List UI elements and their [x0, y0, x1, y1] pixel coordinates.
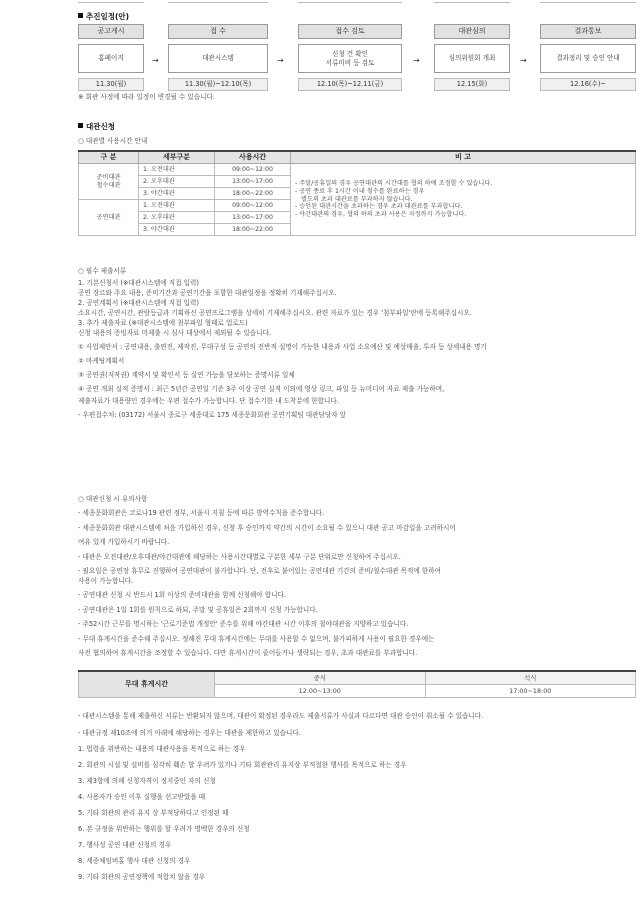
text-line: ② 마케팅계획서 — [78, 357, 125, 365]
flow-step-header: 결과통보 — [540, 24, 636, 39]
schedule-heading: 추진일정(안) — [78, 12, 129, 21]
arrow-right-icon: → — [413, 56, 420, 65]
text-line: - 필요일은 공연장 휴무로 진행하여 공연대관이 불가합니다. 단, 전후로 붙어있는 공연대관 기간의 준비/철수대관 목적에 한하여 — [78, 567, 441, 575]
text-line: - 대관시스템을 통해 제출하신 서류는 반환되지 않으며, 대관이 확정된 경우라도 제출서류가 사실과 다르다면 대관 승인이 취소될 수 있습니다. — [78, 712, 484, 720]
arrow-right-icon: → — [277, 56, 284, 65]
flow-step-date: 11.30(월)~12.10(목) — [168, 78, 268, 91]
table-cell: 09:00~12:00 — [215, 164, 291, 176]
text-line: 8. 세종체임버홀 행사 대관 신청의 경우 — [78, 857, 191, 865]
column-header: 세부구분 — [139, 151, 215, 164]
section-subheading: ○ 필수 제출서류 — [78, 267, 127, 275]
flow-step-box: 결과정리 및 승인 안내 — [540, 44, 636, 73]
text-line: 사전 협의하여 휴게시간을 조정할 수 있습니다. 다만 휴게시간이 줄어들거나 생략되는 경우, 초과 대관료를 부과합니다. — [78, 649, 418, 657]
arrow-right-icon: → — [520, 56, 527, 65]
top-divider — [540, 2, 636, 3]
table-cell: 12:00~13:00 — [215, 685, 426, 698]
remarks-cell: - 주말/공휴일의 경우 공연대관의 시간대를 협의 하에 조정할 수 있습니다. - 공연 종료 후 1시간 이내 철수를 완료하는 경우 별도의 초과 대관료를 부과하지 않습니다. - 승인된 대관시간을 초과하는 경우 초과 대관료를 부과합니다. - 야간대관의 경우, 협의 하의 초과 사용은 자정까지 가능합니다. — [291, 164, 636, 236]
text-line: 5. 기타 회관의 관리 유지 상 부적당하다고 인정된 때 — [78, 809, 229, 817]
flow-step-date: 12.16(수)~ — [540, 78, 636, 91]
text-line: 4. 사용자가 승인 이후 실행을 선고받았을 때 — [78, 793, 206, 801]
text-line: 2. 회관의 시설 및 설비를 심각히 훼손 할 우려가 있거나 기타 회관관리 유지상 부적절한 행사를 목적으로 하는 경우 — [78, 761, 407, 769]
table-row — [79, 164, 636, 176]
table-cell: 2. 오후대관 — [139, 212, 215, 224]
text-line: - 대관은 오전대관/오후대관/야간대관에 해당하는 사용시간대별로 구분한 세부 구분 단위로만 신청하여 주십시오. — [78, 553, 401, 561]
group-cell: 준비대관 철수대관 — [79, 164, 139, 200]
square-bullet-icon — [78, 13, 83, 18]
text-line: - 우편접수처: (03172) 서울시 종로구 세종대로 175 세종문화회관 공연기획팀 대관담당자 앞 — [78, 411, 347, 419]
usage-time-table — [78, 150, 636, 236]
flow-step — [298, 24, 402, 91]
text-line: 2. 공연계획서 (※대관시스템에 직접 입력) — [78, 299, 199, 307]
flow-step — [540, 24, 636, 91]
rental-restrictions — [78, 712, 636, 885]
table-cell: 2. 오후대관 — [139, 176, 215, 188]
arrow-right-icon: → — [152, 56, 159, 65]
text-line: - 세종문화회관 대관시스템에 처음 가입하신 경우, 신청 후 승인까지 약간의 시간이 소요될 수 있으니 대관 공고 마감일을 고려하시어 — [78, 524, 456, 532]
text-line: 1. 법령을 위반하는 내용의 대관사용을 목적으로 하는 경우 — [78, 745, 246, 753]
column-header: 비 고 — [291, 151, 636, 164]
text-line: ④ 공연 개최 실적 증명서 : 최근 5년간 공연일 기준 3주 이상 공연 실적 이외에 영상 링크, 파일 등 뉴미디어 자료 제출 가능하며, — [78, 385, 445, 393]
flow-step-header: 공고게시 — [78, 24, 144, 39]
text-line: 9. 기타 회관의 공연정책에 적합치 않을 경우 — [78, 873, 206, 881]
flow-step-box: 신청 건 확인 서류미비 등 검토 — [298, 44, 402, 73]
table-cell: 18:00~22:00 — [215, 188, 291, 200]
top-divider — [78, 2, 144, 3]
flow-step-header: 대관심의 — [434, 24, 510, 39]
column-header: 중식 — [215, 671, 426, 685]
text-line: - 주52시간 근무를 명시하는 '근로기준법 개정안' 준수를 위해 야간대관 시간 이후의 철야대관을 지양하고 있습니다. — [78, 620, 409, 628]
flow-step-header: 접수 검토 — [298, 24, 402, 39]
table-cell: 3. 야간대관 — [139, 188, 215, 200]
table-cell: 3. 야간대관 — [139, 224, 215, 236]
flow-step — [78, 24, 144, 91]
section-subheading: ○ 대관신청 시 유의사항 — [78, 495, 148, 503]
flow-step — [168, 24, 268, 91]
flow-step-date: 12.10(목)~12.11(금) — [298, 78, 402, 91]
table-cell: 13:00~17:00 — [215, 176, 291, 188]
table-cell: 1. 오전대관 — [139, 164, 215, 176]
schedule-flow — [78, 24, 636, 88]
text-line: ① 사업제안서 : 공연내용, 출연진, 제작진, 무대구성 등 공연의 전반적 설명이 가능한 내용과 사업 소요예산 및 예상매출, 투자 등 상세내용 명기 — [78, 343, 487, 351]
column-header: 사용시간 — [215, 151, 291, 164]
break-label: 무대 휴게시간 — [79, 671, 215, 698]
text-line: 사용이 가능합니다. — [78, 577, 134, 585]
flow-step — [434, 24, 510, 91]
flow-step-date: 11.30(월) — [78, 78, 144, 91]
text-line: - 공연대관은 1일 1회를 원칙으로 하되, 주말 및 공휴일은 2회까지 신청 가능합니다. — [78, 606, 318, 614]
text-line: 7. 행사성 공연 대관 신청의 경우 — [78, 841, 172, 849]
schedule-note: ※ 회관 사정에 따라 일정이 변경될 수 있습니다. — [78, 93, 215, 101]
flow-step-box: 대관시스템 — [168, 44, 268, 73]
top-divider — [298, 2, 402, 3]
required-documents — [78, 267, 636, 423]
usage-subheading: ○ 대관별 사용시간 안내 — [78, 137, 148, 145]
table-cell: 09:00~12:00 — [215, 200, 291, 212]
top-divider — [168, 2, 268, 3]
flow-step-box: 심의위원회 개최 — [434, 44, 510, 73]
table-cell: 1. 오전대관 — [139, 200, 215, 212]
flow-step-header: 접 수 — [168, 24, 268, 39]
text-line: ③ 공연권(저작권) 계약서 및 확인서 등 실연 가능을 담보하는 증명서류 일체 — [78, 371, 295, 379]
text-line: - 공연대관 신청 시 반드시 1회 이상의 준비대관을 함께 신청해야 합니다. — [78, 591, 286, 599]
rental-heading: 대관신청 — [78, 122, 115, 131]
stage-break-table — [78, 670, 636, 698]
text-line: 신청 내용의 증빙자료 미제출 시 심사 대상에서 제외될 수 있습니다. — [78, 329, 271, 337]
text-line: 공연 장르와 주요 내용, 준비기간과 공연기간을 포함한 대관일정을 정확히 기재해주십시오. — [78, 289, 337, 297]
top-divider — [434, 2, 510, 3]
column-header: 석식 — [425, 671, 636, 685]
square-bullet-icon — [78, 123, 83, 128]
text-line: 6. 본 규정을 위반하는 행위를 할 우려가 명백한 경우의 신청 — [78, 825, 250, 833]
application-notes — [78, 495, 636, 662]
text-line: 소요시간, 공연시간, 관람등급과 기획하신 공연프로그램을 상세히 기재해주십시오. 관련 자료가 있는 경우 '첨부파일'란에 등록해주십시오. — [78, 309, 472, 317]
text-line: 제출자료가 대용량인 경우에는 우편 접수가 가능합니다. 단 접수기한 내 도착분에 한합니다. — [78, 397, 339, 405]
text-line: 1. 기본신청서 (※대관시스템에 직접 입력) — [78, 279, 199, 287]
flow-step-box: 홈페이지 — [78, 44, 144, 73]
text-line: 3. 추가 제출자료 (※대관시스템에 첨부파일 형태로 업로드) — [78, 319, 248, 327]
text-line: - 세종문화회관은 코로나19 관련 정부, 서울시 지침 등에 따른 방역수칙을 준수합니다. — [78, 509, 325, 517]
text-line: - 무대 휴게시간을 준수해 주십시오. 정해진 무대 휴게시간에는 무대를 사용할 수 없으며, 불가피하게 사용이 필요한 경우에는 — [78, 635, 435, 643]
group-cell: 공연대관 — [79, 200, 139, 236]
text-line: - 대관규정 제10조에 의거 아래에 해당하는 경우는 대관을 제한하고 있습니다. — [78, 729, 301, 737]
text-line: 3. 제3항에 의해 신청자격이 정지중인 자의 신청 — [78, 777, 216, 785]
table-cell: 17:00~18:00 — [425, 685, 636, 698]
table-cell: 18:00~22:00 — [215, 224, 291, 236]
column-header: 구 분 — [79, 151, 139, 164]
table-cell: 13:00~17:00 — [215, 212, 291, 224]
flow-step-date: 12.15(화) — [434, 78, 510, 91]
table-row — [79, 671, 636, 685]
text-line: 여유 있게 가입하시기 바랍니다. — [78, 538, 170, 546]
table-header-row — [79, 151, 636, 164]
